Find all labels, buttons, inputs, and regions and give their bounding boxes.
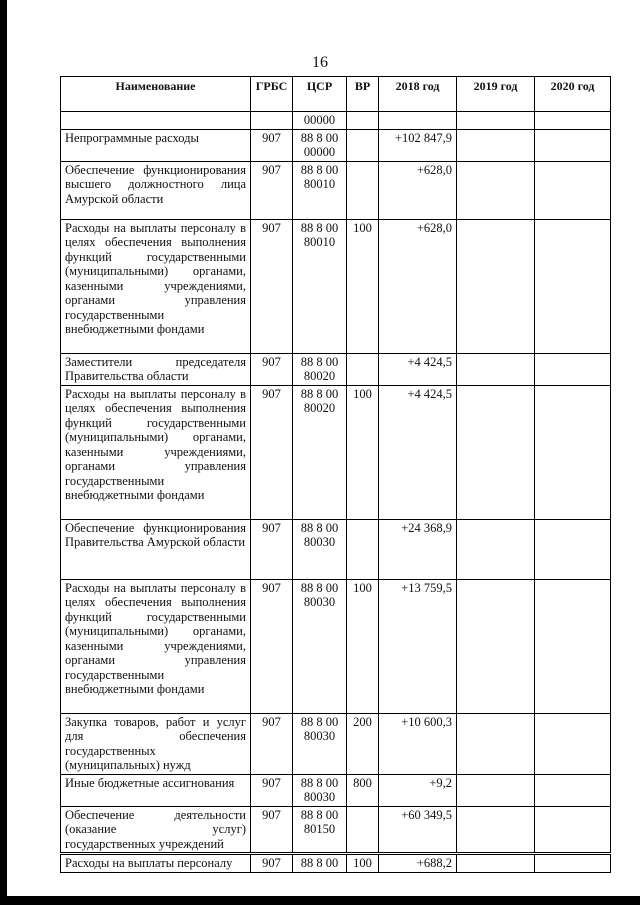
cell-name xyxy=(61,112,251,130)
cell-2019 xyxy=(457,161,535,219)
scan-left-edge xyxy=(0,0,7,905)
cell-2019 xyxy=(457,579,535,713)
cell-csr: 88 8 00 80030 xyxy=(293,519,347,579)
cell-2018: +628,0 xyxy=(379,161,457,219)
cell-grbs: 907 xyxy=(251,774,293,806)
cell-2020 xyxy=(535,385,611,519)
cell-2018: +628,0 xyxy=(379,219,457,353)
cell-csr: 88 8 00 80030 xyxy=(293,713,347,774)
cell-csr: 00000 xyxy=(293,112,347,130)
cell-vr: 100 xyxy=(347,579,379,713)
cell-2020 xyxy=(535,129,611,161)
cell-2020 xyxy=(535,112,611,130)
cell-2020 xyxy=(535,519,611,579)
table-row xyxy=(61,806,611,854)
cell-name: Закупка товаров, работ и услуг для обеспечения государственных (муниципальных) нужд xyxy=(61,713,251,774)
table-row xyxy=(61,579,611,713)
cell-vr: 100 xyxy=(347,854,379,873)
cell-2018: +102 847,9 xyxy=(379,129,457,161)
cell-grbs: 907 xyxy=(251,579,293,713)
cell-2019 xyxy=(457,129,535,161)
table-row xyxy=(61,385,611,519)
cell-name: Расходы на выплаты персоналу в целях обеспечения выполнения функций государственными (муниципальными) органами, казенными учреждениями, органами управления государственными внебюджетными фондами xyxy=(61,579,251,713)
cell-csr: 88 8 00 80020 xyxy=(293,385,347,519)
cell-2018 xyxy=(379,112,457,130)
cell-2020 xyxy=(535,161,611,219)
cell-2019 xyxy=(457,854,535,873)
cell-2019 xyxy=(457,713,535,774)
cell-grbs: 907 xyxy=(251,219,293,353)
cell-name: Обеспечение функционирования высшего должностного лица Амурской области xyxy=(61,161,251,219)
cell-2020 xyxy=(535,774,611,806)
cell-name: Обеспечение деятельности (оказание услуг) государственных учреждений xyxy=(61,806,251,854)
cell-vr xyxy=(347,112,379,130)
cell-2018: +9,2 xyxy=(379,774,457,806)
cell-csr: 88 8 00 00000 xyxy=(293,129,347,161)
cell-csr: 88 8 00 80150 xyxy=(293,806,347,854)
cell-vr xyxy=(347,806,379,854)
table-row xyxy=(61,161,611,219)
cell-vr: 200 xyxy=(347,713,379,774)
cell-grbs: 907 xyxy=(251,161,293,219)
cell-vr xyxy=(347,129,379,161)
cell-name: Непрограммные расходы xyxy=(61,129,251,161)
cell-grbs: 907 xyxy=(251,353,293,385)
cell-2018: +10 600,3 xyxy=(379,713,457,774)
cell-vr xyxy=(347,161,379,219)
cell-csr: 88 8 00 xyxy=(293,854,347,873)
table-row xyxy=(61,519,611,579)
cell-vr xyxy=(347,353,379,385)
table-row xyxy=(61,854,611,873)
cell-2019 xyxy=(457,112,535,130)
table-row xyxy=(61,129,611,161)
table-header-row xyxy=(61,77,611,112)
cell-vr: 100 xyxy=(347,219,379,353)
cell-csr: 88 8 00 80010 xyxy=(293,161,347,219)
header-vr: ВР xyxy=(347,77,379,112)
cell-grbs: 907 xyxy=(251,385,293,519)
header-2020: 2020 год xyxy=(535,77,611,112)
table-row xyxy=(61,774,611,806)
cell-2019 xyxy=(457,385,535,519)
cell-2018: +13 759,5 xyxy=(379,579,457,713)
table-row xyxy=(61,713,611,774)
cell-csr: 88 8 00 80030 xyxy=(293,579,347,713)
cell-2020 xyxy=(535,219,611,353)
cell-2018: +4 424,5 xyxy=(379,353,457,385)
cell-name: Заместители председателя Правительства области xyxy=(61,353,251,385)
scan-bottom-edge xyxy=(0,896,640,905)
cell-vr: 100 xyxy=(347,385,379,519)
cell-csr: 88 8 00 80010 xyxy=(293,219,347,353)
cell-2019 xyxy=(457,219,535,353)
cell-2020 xyxy=(535,713,611,774)
cell-name: Расходы на выплаты персоналу xyxy=(61,854,251,873)
cell-2018: +60 349,5 xyxy=(379,806,457,854)
table-row xyxy=(61,353,611,385)
cell-2020 xyxy=(535,579,611,713)
cell-2019 xyxy=(457,774,535,806)
header-2018: 2018 год xyxy=(379,77,457,112)
cell-name: Расходы на выплаты персоналу в целях обеспечения выполнения функций государственными (муниципальными) органами, казенными учреждениями, органами управления государственными внебюджетными фондами xyxy=(61,385,251,519)
cell-2019 xyxy=(457,806,535,854)
cell-2020 xyxy=(535,806,611,854)
cell-2020 xyxy=(535,854,611,873)
cell-2018: +688,2 xyxy=(379,854,457,873)
cell-2019 xyxy=(457,519,535,579)
table-row xyxy=(61,219,611,353)
page-number: 16 xyxy=(312,54,328,71)
cell-vr: 800 xyxy=(347,774,379,806)
cell-2018: +24 368,9 xyxy=(379,519,457,579)
budget-table xyxy=(60,76,611,873)
cell-grbs xyxy=(251,112,293,130)
cell-2019 xyxy=(457,353,535,385)
header-2019: 2019 год xyxy=(457,77,535,112)
cell-2020 xyxy=(535,353,611,385)
cell-2018: +4 424,5 xyxy=(379,385,457,519)
cell-grbs: 907 xyxy=(251,806,293,854)
cell-name: Обеспечение функционирования Правительства Амурской области xyxy=(61,519,251,579)
header-grbs: ГРБС xyxy=(251,77,293,112)
cell-name: Иные бюджетные ассигнования xyxy=(61,774,251,806)
cell-csr: 88 8 00 80030 xyxy=(293,774,347,806)
cell-vr xyxy=(347,519,379,579)
cell-grbs: 907 xyxy=(251,713,293,774)
header-csr: ЦСР xyxy=(293,77,347,112)
cell-grbs: 907 xyxy=(251,519,293,579)
cell-csr: 88 8 00 80020 xyxy=(293,353,347,385)
cell-grbs: 907 xyxy=(251,129,293,161)
cell-name: Расходы на выплаты персоналу в целях обеспечения выполнения функций государственными (муниципальными) органами, казенными учреждениями, органами управления государственными внебюджетными фондами xyxy=(61,219,251,353)
header-name: Наименование xyxy=(61,77,251,112)
table-row xyxy=(61,112,611,130)
cell-grbs: 907 xyxy=(251,854,293,873)
